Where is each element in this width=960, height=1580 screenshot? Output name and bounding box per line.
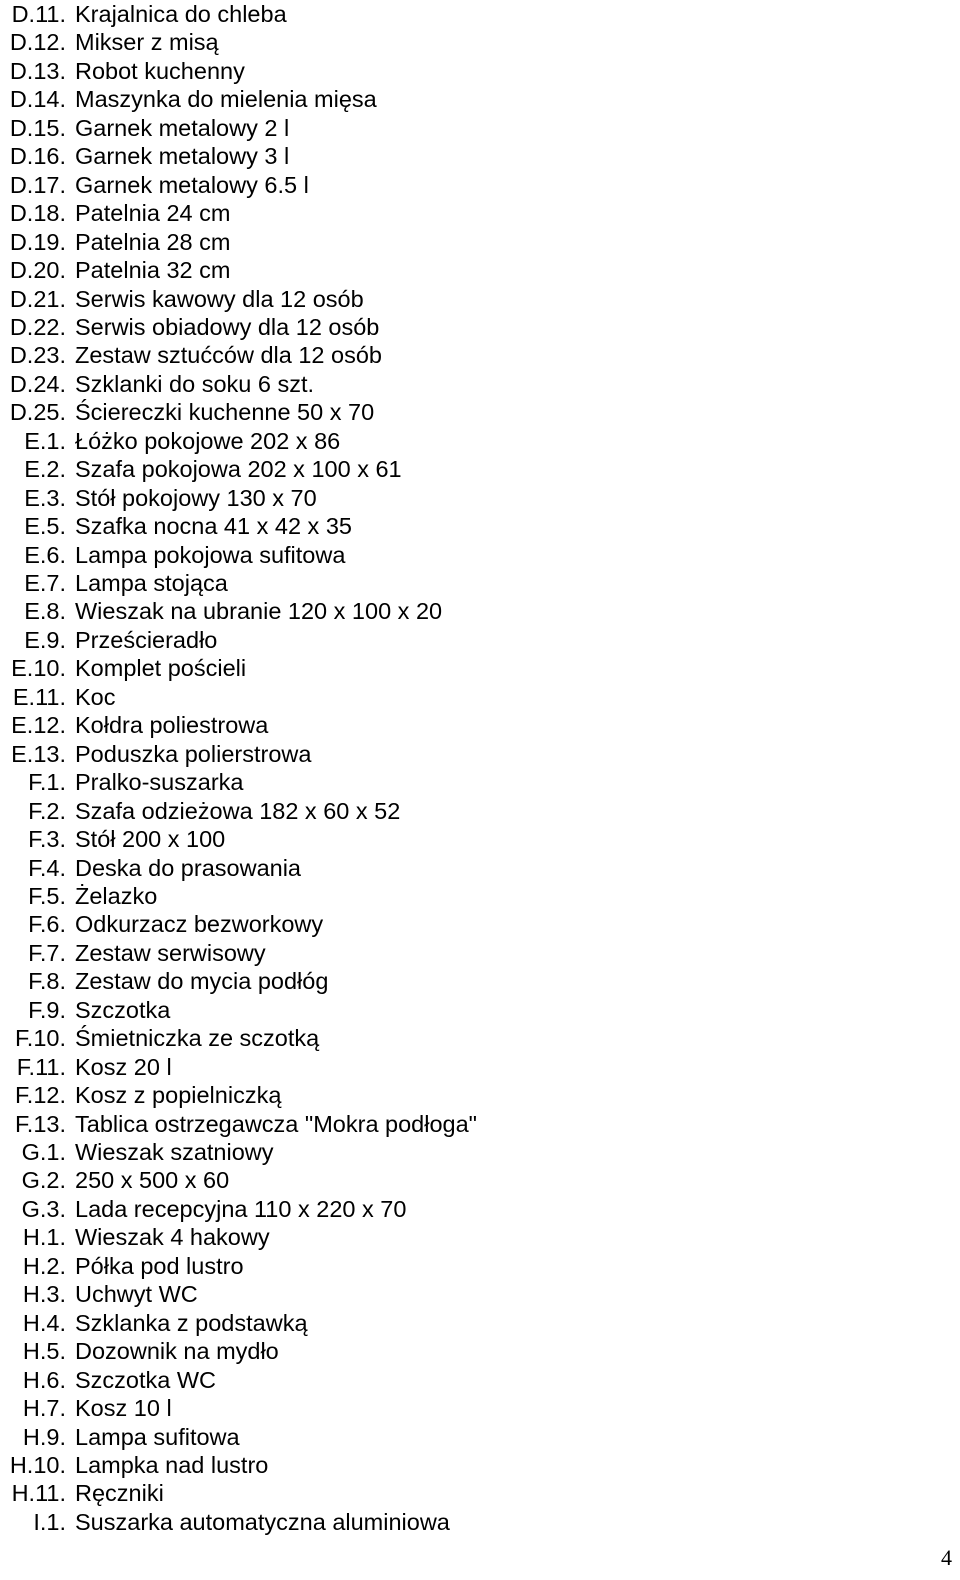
item-code: F.1. (28, 769, 66, 796)
item-code: G.3. (21, 1195, 66, 1222)
item-description: Zestaw serwisowy (75, 939, 266, 966)
item-code: H.7. (22, 1395, 66, 1422)
item-description: Komplet pościeli (75, 655, 247, 682)
item-code: H.1. (22, 1224, 66, 1251)
item-description: Tablica ostrzegawcza "Mokra podłoga" (75, 1110, 478, 1137)
item-description: Garnek metalowy 3 l (75, 143, 290, 170)
item-description: Lampa sufitowa (75, 1423, 240, 1450)
item-description: Śmietniczka ze sczotką (75, 1025, 320, 1052)
item-code: D.23. (9, 342, 66, 369)
item-code: H.10. (9, 1451, 66, 1478)
item-description: Kosz 10 l (75, 1395, 172, 1422)
item-code: D.17. (9, 171, 66, 198)
item-description: Zestaw do mycia podłóg (75, 968, 329, 995)
item-code: F.10. (15, 1025, 66, 1052)
item-code: D.15. (9, 114, 66, 141)
item-description: Zestaw sztućców dla 12 osób (75, 342, 382, 369)
item-description: Szafa pokojowa 202 x 100 x 61 (75, 456, 402, 483)
item-code: H.11. (11, 1480, 66, 1507)
item-description: Garnek metalowy 6.5 l (75, 171, 309, 198)
item-code: D.21. (9, 285, 66, 312)
item-code: D.19. (9, 228, 66, 255)
item-code: E.8. (24, 598, 66, 625)
item-description: Koc (75, 683, 116, 710)
item-description: Lampa stojąca (75, 570, 228, 596)
item-code: F.11. (16, 1053, 66, 1080)
item-code: E.1. (24, 427, 66, 454)
item-code: H.4. (22, 1309, 66, 1336)
item-description: Krajalnica do chleba (75, 1, 287, 27)
item-description: Dozownik na mydło (75, 1338, 279, 1365)
item-code: E.3. (24, 484, 66, 511)
item-description: Szklanka z podstawką (75, 1309, 308, 1336)
item-description: Lampa pokojowa sufitowa (75, 541, 346, 568)
item-description: Szczotka (75, 996, 171, 1023)
item-description: Garnek metalowy 2 l (75, 114, 290, 141)
item-code: F.2. (28, 797, 66, 824)
item-description: Szczotka WC (75, 1366, 217, 1393)
item-code: D.16. (9, 143, 66, 170)
item-description: Półka pod lustro (75, 1252, 244, 1279)
item-code: D.18. (9, 200, 66, 227)
item-description: Pralko-suszarka (75, 769, 244, 796)
item-code: E.6. (24, 541, 66, 568)
item-code: G.2. (21, 1167, 66, 1194)
item-code: H.5. (22, 1338, 66, 1365)
item-code: E.10. (11, 655, 66, 682)
item-description: Serwis kawowy dla 12 osób (75, 285, 364, 312)
item-code: H.3. (22, 1281, 66, 1308)
item-code: H.2. (22, 1252, 66, 1279)
item-code: E.9. (24, 626, 66, 653)
item-description: Lada recepcyjna 110 x 220 x 70 (75, 1195, 407, 1222)
item-description: Patelnia 28 cm (75, 228, 231, 255)
item-code: H.6. (22, 1366, 66, 1393)
page-number: 4 (941, 1545, 952, 1570)
item-description: Szklanki do soku 6 szt. (75, 370, 315, 397)
item-code: D.22. (9, 313, 66, 340)
item-description: Prześcieradło (75, 626, 218, 653)
item-code: F.6. (28, 911, 66, 938)
item-description: Mikser z misą (75, 29, 219, 56)
item-code: D.13. (9, 57, 66, 84)
item-code: E.12. (11, 712, 66, 739)
item-description: Lampka nad lustro (75, 1451, 269, 1478)
item-description: Ściereczki kuchenne 50 x 70 (75, 399, 375, 426)
item-description: Żelazko (75, 882, 158, 909)
item-code: D.14. (9, 86, 66, 113)
item-code: F.5. (28, 882, 66, 909)
item-code: D.11. (11, 1, 66, 27)
item-code: F.13. (15, 1110, 66, 1137)
item-code: E.13. (11, 740, 66, 767)
item-description: Ręczniki (75, 1480, 164, 1507)
item-code: F.9. (28, 996, 66, 1023)
item-description: Łóżko pokojowe 202 x 86 (75, 427, 341, 454)
item-description: Odkurzacz bezworkowy (75, 911, 324, 938)
item-code: D.12. (9, 29, 66, 56)
item-description: Kosz 20 l (75, 1053, 172, 1080)
item-code: F.4. (28, 854, 66, 881)
item-code: F.12. (15, 1082, 66, 1109)
item-description: Maszynka do mielenia mięsa (75, 86, 377, 113)
item-description: Serwis obiadowy dla 12 osób (75, 313, 380, 340)
item-description: Stół pokojowy 130 x 70 (75, 484, 317, 511)
item-description: Suszarka automatyczna aluminiowa (75, 1508, 450, 1535)
item-code: F.7. (28, 939, 66, 966)
item-description: 250 x 500 x 60 (75, 1167, 230, 1194)
item-code: G.1. (21, 1139, 66, 1165)
item-description: Kosz z popielniczką (75, 1082, 282, 1109)
item-code: F.8. (28, 968, 66, 995)
item-description: Wieszak na ubranie 120 x 100 x 20 (75, 598, 443, 625)
item-code: F.3. (28, 826, 66, 853)
item-description: Szafka nocna 41 x 42 x 35 (75, 513, 352, 540)
item-code: I.1. (33, 1508, 66, 1535)
item-code: H.9. (22, 1423, 66, 1450)
item-description: Wieszak szatniowy (75, 1139, 274, 1165)
item-description: Robot kuchenny (75, 57, 245, 84)
item-code: D.24. (9, 370, 66, 397)
item-description: Kołdra poliestrowa (75, 712, 269, 739)
item-code: D.20. (9, 257, 66, 284)
item-description: Patelnia 32 cm (75, 257, 231, 284)
item-description: Stół 200 x 100 (75, 826, 226, 853)
item-code: E.5. (24, 513, 66, 540)
item-description: Uchwyt WC (75, 1281, 198, 1308)
item-code: E.2. (24, 456, 66, 483)
item-description: Deska do prasowania (75, 854, 301, 881)
item-code: E.7. (24, 570, 66, 596)
item-code: D.25. (9, 399, 66, 426)
item-description: Patelnia 24 cm (75, 200, 231, 227)
item-description: Wieszak 4 hakowy (75, 1224, 270, 1251)
item-description: Szafa odzieżowa 182 x 60 x 52 (75, 797, 401, 824)
item-description: Poduszka polierstrowa (75, 740, 312, 767)
item-code: E.11. (12, 683, 66, 710)
